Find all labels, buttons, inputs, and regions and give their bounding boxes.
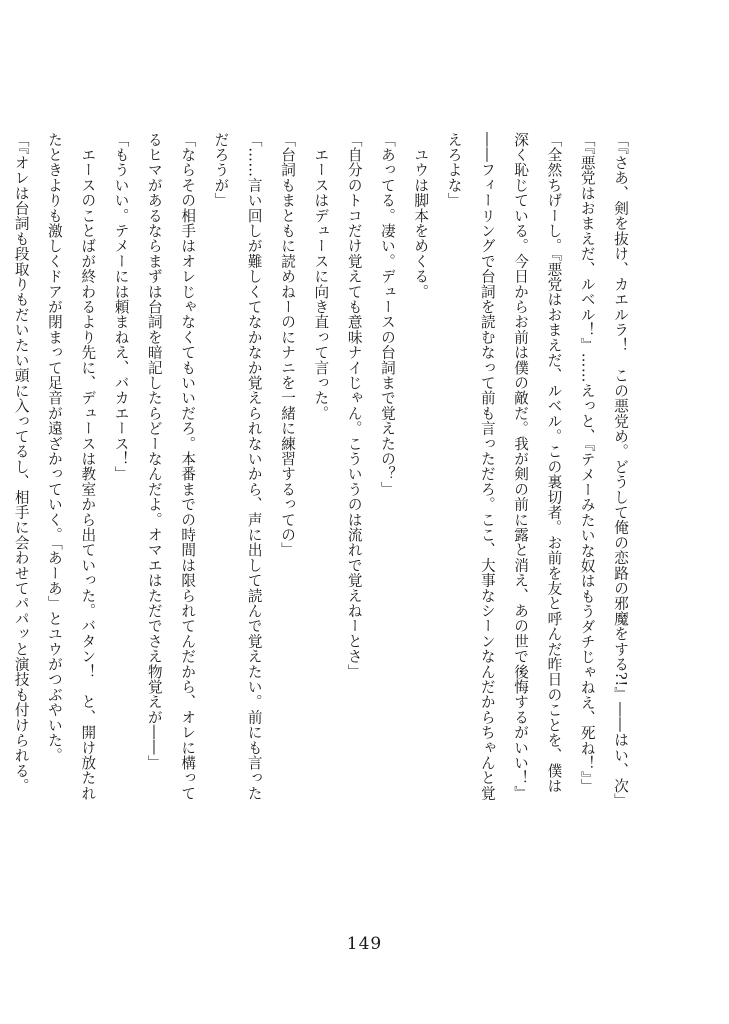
text-line: 「あってる。凄い。デュースの台詞まで覚えたの？」: [378, 132, 396, 497]
text-line: 「もういい。テメーには頼まねえ、バカエース！」: [112, 132, 130, 482]
text-line: 「全然ちげーし。『悪党はおまえだ、ルベル。この裏切者。お前を友と呼んだ昨日のことを、僕は: [545, 132, 563, 794]
text-line: ――フィーリングで台詞を読むなって前も言っただろ。ここ、大事なシーンなんだからちゃんと覚: [478, 132, 496, 801]
text-line: 「『オレは台詞も段取りもだいたい頭に入ってるし、相手に会わせてパパッと演技も付けられる。: [12, 132, 30, 794]
text-line: だろうが」: [212, 132, 230, 208]
text-line: 深く恥じている。今日からお前は僕の敵だ。我が剣の前に露と消え、あの世で後悔するがいい！』: [512, 132, 530, 801]
text-line: たときよりも激しくドアが閉まって足音が遠ざかっていく。「あーあ」とユウがつぶやいた。: [45, 132, 63, 764]
text-line: 「台詞もまともに読めねーのにナニを一緒に練習するっての」: [279, 132, 297, 558]
text-line: るヒマがあるならまずは台詞を暗記したらどーなんだよ。オマエはただでさえ物覚えが――」: [145, 132, 163, 771]
text-line: えろよな」: [445, 132, 463, 208]
text-line: 「……言い回しが難しくてなかなか覚えられないから、声に出して読んで覚えたい。前にも言った: [245, 132, 263, 801]
vertical-text-body: [4, 132, 637, 902]
page-number: 149: [346, 934, 383, 954]
text-line: エースのことばが終わるより先に、デュースは教室から出ていった。バタン！ と、開け放たれ: [79, 132, 97, 801]
text-line: エースはデュースに向き直って言った。: [312, 132, 330, 421]
text-line: 「『さあ、剣を抜け、カエルラ！ この悪党め。どうして俺の恋路の邪魔をする?!』――はい、次」: [612, 132, 629, 809]
text-line: 「自分のトコだけ覚えても意味ナイじゃん。こういうのは流れで覚えねーとさ」: [345, 132, 363, 680]
text-line: 「ならその相手はオレじゃなくてもいいだろ。本番までの時間は限られてんだから、オレに構って: [179, 132, 197, 801]
text-line: 「『悪党はおまえだ、ルベル！』……えっと、『テメーみたいな奴はもうダチじゃねえ、死ね！』」: [578, 132, 596, 795]
text-line: ユウは脚本をめくる。: [412, 132, 430, 300]
